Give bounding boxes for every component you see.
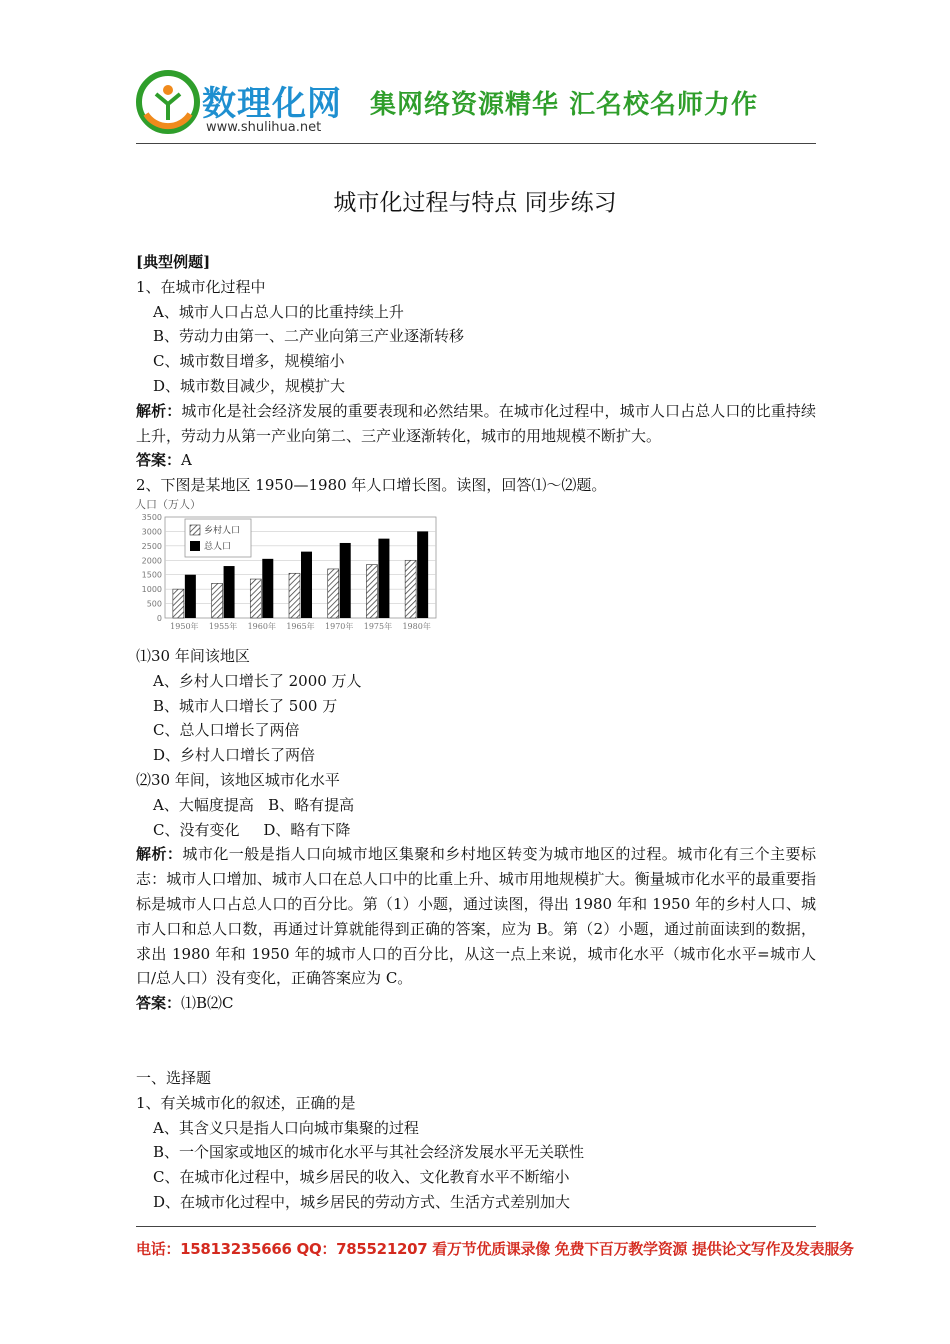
- chart-y-tick: 1500: [141, 570, 162, 580]
- chart-bar-rural: [328, 569, 339, 618]
- answer-label: 答案：: [136, 451, 182, 470]
- chart-x-tick: 1975年: [363, 621, 393, 631]
- q2-stem: 2、下图是某地区 1950—1980 年人口增长图。读图，回答⑴～⑵题。: [136, 476, 607, 495]
- chart-y-tick: 2500: [141, 541, 162, 551]
- analysis-label: 解析：: [136, 401, 182, 420]
- logo-icon: [136, 70, 200, 134]
- chart-bar-rural: [173, 589, 184, 618]
- chart-x-tick: 1960年: [247, 621, 276, 631]
- ex-q1-option-d: D、在城市化过程中，城乡居民的劳动方式、生活方式差别加大: [153, 1192, 571, 1211]
- answer-label: 答案：: [136, 994, 182, 1013]
- chart-x-tick: 1980年: [402, 621, 431, 631]
- q2-sub1-option-c: C、总人口增长了两倍: [153, 721, 300, 740]
- q1-stem: 1、在城市化过程中: [136, 277, 266, 296]
- analysis-label: 解析：: [136, 845, 183, 864]
- q1-option-c: C、城市数目增多，规模缩小: [153, 352, 345, 371]
- exercise-section-heading: 一、选择题: [136, 1068, 212, 1087]
- chart-x-tick: 1950年: [170, 621, 199, 631]
- ex-q1-stem: 1、有关城市化的叙述，正确的是: [136, 1093, 356, 1112]
- ex-q1-option-b: B、一个国家或地区的城市化水平与其社会经济发展水平无关联性: [153, 1143, 585, 1162]
- chart-bar-rural: [289, 573, 300, 618]
- legend-swatch-total: [190, 541, 200, 551]
- chart-y-tick: 3500: [141, 512, 162, 522]
- legend-label-rural: 乡村人口: [204, 525, 241, 536]
- q2-sub1-option-a: A、乡村人口增长了 2000 万人: [153, 671, 362, 690]
- section-example-heading: [典型例题]: [136, 253, 211, 271]
- ex-q1-option-a: A、其含义只是指人口向城市集聚的过程: [153, 1118, 419, 1137]
- chart-bar-total: [340, 543, 351, 618]
- chart-bar-total: [417, 531, 428, 618]
- logo-name: 数理化网: [202, 84, 342, 124]
- q1-answer-value: A: [181, 451, 192, 470]
- q1-option-a: A、城市人口占总人口的比重持续上升: [153, 302, 404, 321]
- q1-option-b: B、劳动力由第一、二产业向第三产业逐渐转移: [153, 327, 465, 346]
- chart-bar-rural: [250, 579, 261, 618]
- chart-y-tick: 1000: [141, 585, 162, 595]
- chart-y-tick: 0: [156, 613, 162, 623]
- chart-y-tick: 2000: [141, 556, 162, 566]
- chart-bar-total: [224, 566, 235, 618]
- q2-sub1-stem: ⑴30 年间该地区: [136, 646, 250, 665]
- chart-bar-rural: [212, 583, 223, 618]
- footer-divider: [136, 1226, 816, 1227]
- chart-y-tick: 3000: [141, 527, 162, 537]
- q2-sub1-option-d: D、乡村人口增长了两倍: [153, 746, 316, 765]
- header-divider: [136, 143, 816, 144]
- q2-sub2-stem: ⑵30 年间，该地区城市化水平: [136, 770, 340, 789]
- legend-swatch-rural: [190, 525, 200, 535]
- q2-sub1-option-b: B、城市人口增长了 500 万: [153, 696, 338, 715]
- chart-bar-total: [378, 539, 389, 618]
- header-slogan: 集网络资源精华 汇名校名师力作: [370, 90, 759, 120]
- legend-label-total: 总人口: [204, 541, 232, 552]
- chart-y-tick: 500: [146, 599, 162, 609]
- chart-bar-rural: [366, 565, 377, 618]
- q1-answer: [136, 448, 816, 473]
- q2-answer-value: ⑴B⑵C: [181, 994, 234, 1013]
- chart-bar-rural: [405, 560, 416, 618]
- q1-analysis-text: 城市化是社会经济发展的重要表现和必然结果。在城市化过程中，城市人口占总人口的比重持续上升，劳动力从第一产业向第二、三产业逐渐转化，城市的用地规模不断扩大。: [136, 401, 816, 445]
- page-header: [136, 70, 816, 144]
- page-title: 城市化过程与特点 同步练习: [333, 190, 617, 216]
- q2-answer: [136, 991, 816, 1016]
- q1-analysis: [136, 399, 816, 449]
- q1-option-d: D、城市数目减少，规模扩大: [153, 376, 346, 395]
- chart-x-tick: 1970年: [325, 621, 354, 631]
- population-chart: [136, 498, 816, 644]
- chart-bar-total: [185, 575, 196, 618]
- q2-analysis-text: 城市化一般是指人口向城市地区集聚和乡村地区转变为城市地区的过程。城市化有三个主要标志：城市人口增加、城市人口在总人口中的比重上升、城市用地规模扩大。衡量城市化水平的最重要指标是城市人口占总人口的百分比。第（1）小题，通过读图，得出 1980 年和 1950 年的乡村人口、城市人口和总人口数，再通过计算就能得到正确的答案，应为 B。第（2）小题，通过前面读到的数据，求出 1980 年和 1950 年的城市人口的百分比，从这一点上来说，城市化水平（城市化水平=城市人口/总人口）没有变化，正确答案应为 C。: [136, 845, 816, 988]
- chart-x-tick: 1965年: [286, 621, 315, 631]
- q2-sub2-options-ab: A、大幅度提高 B、略有提高: [153, 795, 355, 814]
- ex-q1-option-c: C、在城市化过程中，城乡居民的收入、文化教育水平不断缩小: [153, 1168, 570, 1187]
- population-chart-svg: [133, 498, 443, 644]
- chart-y-label: 人口（万人）: [135, 497, 201, 511]
- document-body: [136, 250, 816, 1215]
- logo-url: www.shulihua.net: [206, 120, 322, 135]
- q2-sub2-options-cd: C、没有变化 D、略有下降: [153, 820, 351, 839]
- page-footer: 电话：15813235666 QQ：785521207 看万节优质课录像 免费下百万教学资源 提供论文写作及发表服务: [136, 1240, 854, 1258]
- chart-x-tick: 1955年: [208, 621, 238, 631]
- chart-bar-total: [262, 559, 273, 618]
- q2-analysis: [136, 842, 816, 991]
- chart-bar-total: [301, 552, 312, 618]
